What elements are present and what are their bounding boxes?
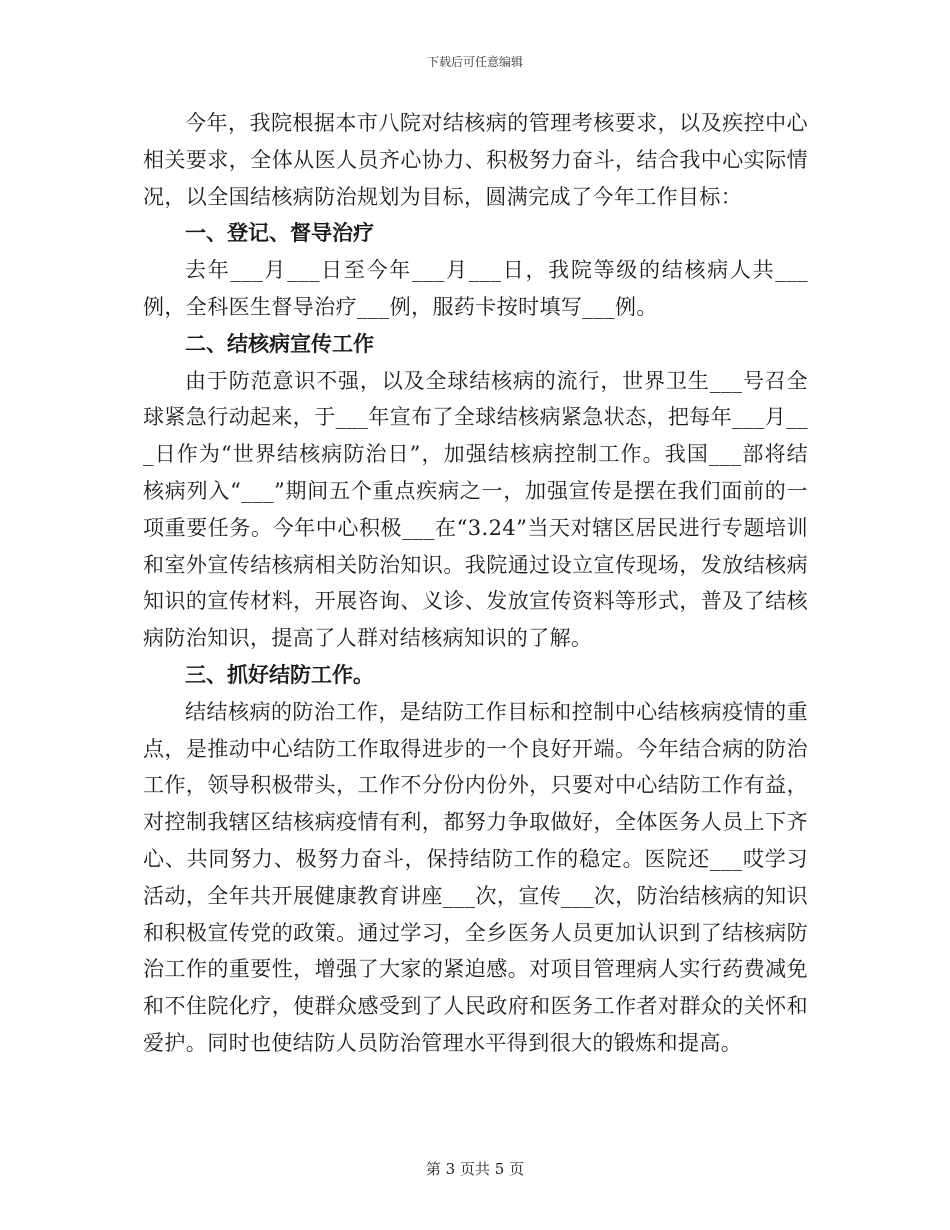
section-body-registration: 去年___月___日至今年___月___日，我院等级的结核病人共___例，全科医生督导治疗___例，服药卡按时填写___例。 [143,258,808,319]
section-heading-publicity: 二、结核病宣传工作 [185,331,374,356]
document-body [143,105,808,1062]
page-number-footer: 第 3 页共 5 页 [425,1160,525,1178]
intro-paragraph: 今年，我院根据本市八院对结核病的管理考核要求，以及疾控中心相关要求，全体从医人员齐心协力、积极努力奋斗，结合我中心实际情况，以全国结核病防治规划为目标，圆满完成了今年工作目标： [143,111,808,209]
section-body-prevention: 结结核病的防治工作，是结防工作目标和控制中心结核病疫情的重点，是推动中心结防工作取得进步的一个良好开端。今年结合病的防治工作，领导积极带头，工作不分份内份外，只要对中心结防工作有益，对控制我辖区结核病疫情有利，都努力争取做好，全体医务人员上下齐心、共同努力、极努力奋斗，保持结防工作的稳定。医院还___哎学习活动，全年共开展健康教育讲座___次，宣传___次，防治结核病的知识和积极宣传党的政策。通过学习，全乡医务人员更加认识到了结核病防治工作的重要性，增强了大家的紧迫感。对项目管理病人实行药费减免和不住院化疗，使群众感受到了人民政府和医务工作者对群众的关怀和爱护。同时也使结防人员防治管理水平得到很大的锻炼和提高。 [143,699,808,1055]
section-heading-prevention: 三、抓好结防工作。 [185,662,374,687]
section-body-publicity: 由于防范意识不强，以及全球结核病的流行，世界卫生___号召全球紧急行动起来，于___年宣布了全球结核病紧急状态，把每年___月___日作为“世界结核病防治日”，加强结核病控制工作。我国___部将结核病列入“___”期间五个重点疾病之一，加强宣传是摆在我们面前的一项重要任务。今年中心积极___在“3.24”当天对辖区居民进行专题培训和室外宣传结核病相关防治知识。我院通过设立宣传现场，发放结核病知识的宣传材料，开展咨询、义诊、发放宣传资料等形式，普及了结核病防治知识，提高了人群对结核病知识的了解。 [143,368,808,651]
page-header-note: 下载后可任意编辑 [426,55,523,69]
section-heading-registration: 一、登记、督导治疗 [185,221,374,246]
